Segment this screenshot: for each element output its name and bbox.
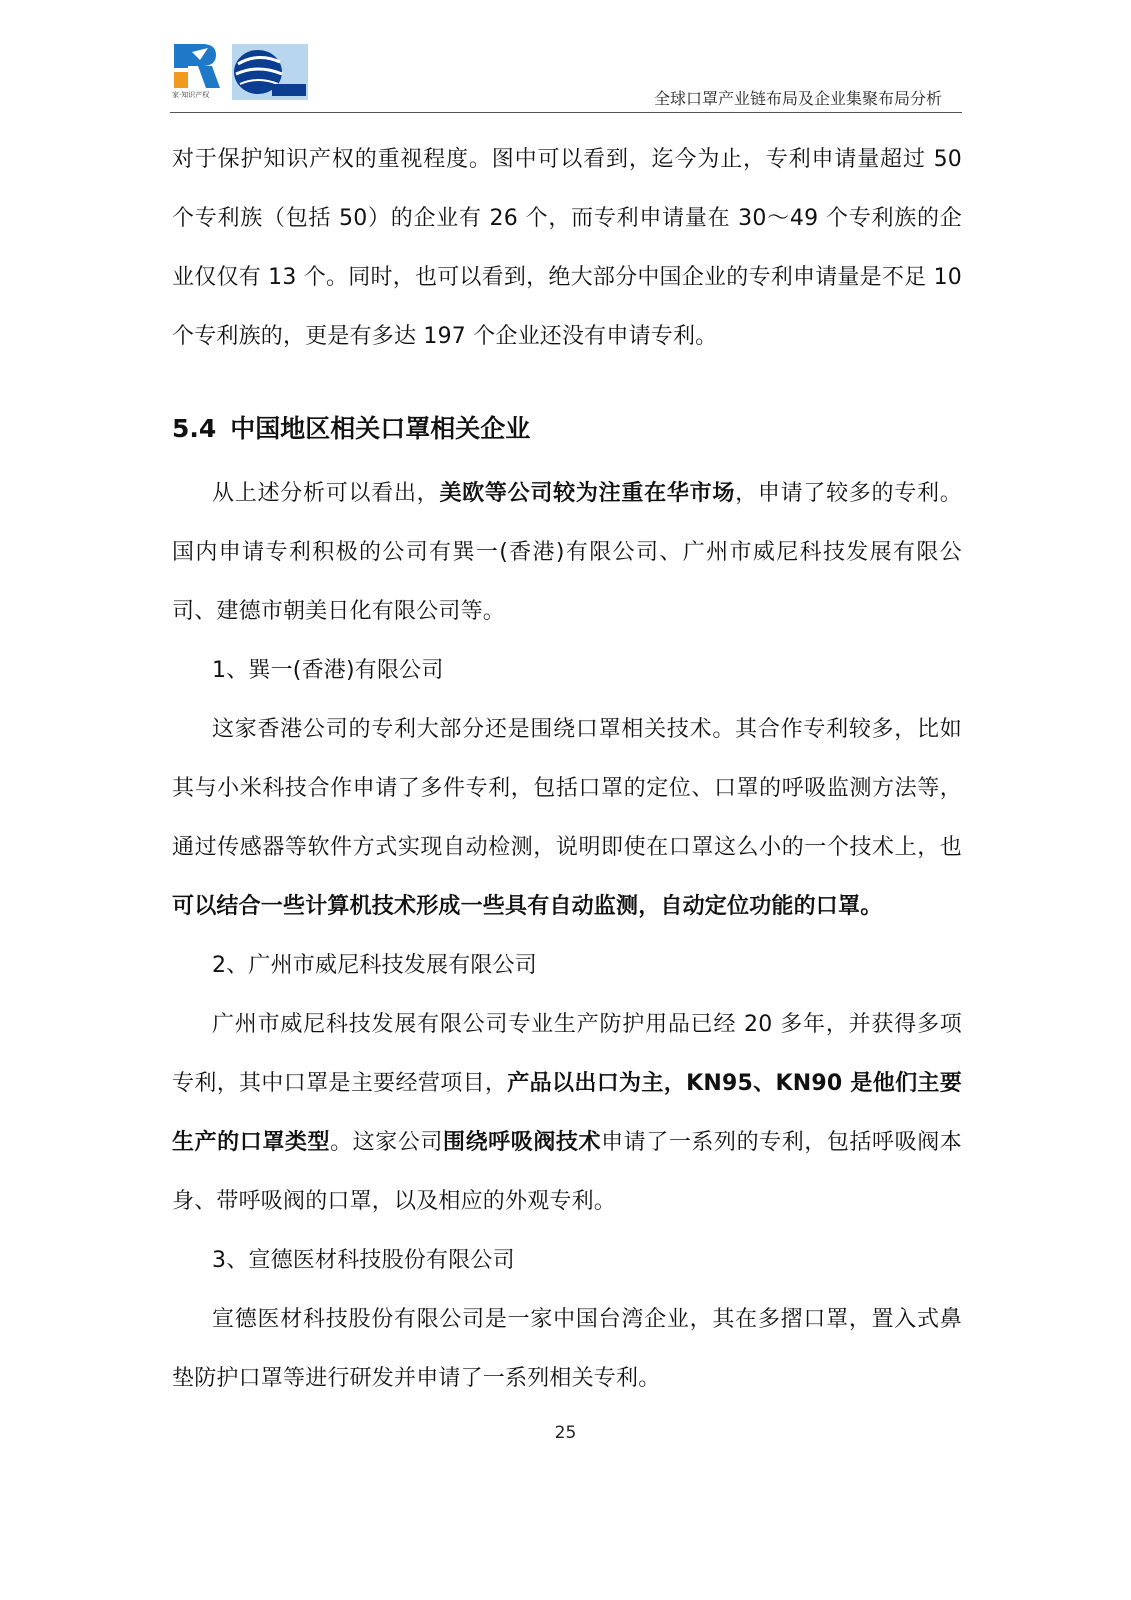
header-divider (170, 112, 962, 113)
paragraph (172, 1290, 962, 1408)
page-body (172, 130, 962, 1408)
bold-text: 美欧等公司较为注重在华市场 (439, 481, 736, 506)
section-title: 中国地区相关口罩相关企业 (230, 414, 531, 443)
company-logo-r (172, 42, 222, 104)
logo-caption: 家·知识产权 (172, 91, 210, 99)
company-logo-globe (232, 44, 308, 100)
paragraph-text: ，申请了较多的专利。国内申请专利积极的公司有巽一(香港)有限公司、广州市威尼科技发展有限公司、建德市朝美日化有限公司等。 (172, 481, 962, 624)
paragraph-text: 这家香港公司的专利大部分还是围绕口罩相关技术。其合作专利较多，比如其与小米科技合作申请了多件专利，包括口罩的定位、口罩的呼吸监测方法等，通过传感器等软件方式实现自动检测，说明即使在口罩这么小的一个技术上，也 (172, 717, 962, 860)
paragraph-text: 。这家公司 (330, 1130, 443, 1155)
bold-text: 产品以出口为主，KN95、KN90 是他们主要生产的口罩类型 (172, 1071, 962, 1155)
paragraph (172, 995, 962, 1231)
page-number: 25 (554, 1423, 577, 1443)
document-title: 全球口罩产业链布局及企业集聚布局分析 (653, 89, 942, 108)
paragraph-text: 广州市威尼科技发展有限公司专业生产防护用品已经 20 多年，并获得多项专利，其中口罩是主要经营项目， (172, 1012, 962, 1096)
paragraph (172, 700, 962, 936)
section-number: 5.4 (172, 414, 217, 443)
paragraph-text: 从上述分析可以看出， (212, 481, 440, 506)
paragraph (172, 464, 962, 641)
paragraph-text: 申请了一系列的专利，包括呼吸阀本身、带呼吸阀的口罩，以及相应的外观专利。 (172, 1130, 963, 1214)
page-header (170, 40, 962, 112)
section-heading (172, 366, 962, 464)
paragraph (172, 130, 962, 366)
list-item-title: 1、巽一(香港)有限公司 (212, 658, 444, 683)
paragraph-text: 对于保护知识产权的重视程度。图中可以看到，迄今为止，专利申请量超过 50 个专利族（包括 50）的企业有 26 个，而专利申请量在 30～49 个专利族的企业仅仅有 13 个。同时，也可以看到，绝大部分中国企业的专利申请量是不足 10 个专利族的，更是有多达 197 个企业还没有申请专利。 (172, 147, 962, 349)
list-item-title: 3、宣德医材科技股份有限公司 (212, 1248, 515, 1273)
bold-text: 可以结合一些计算机技术形成一些具有自动监测，自动定位功能的口罩。 (172, 894, 883, 919)
list-item-title: 2、广州市威尼科技发展有限公司 (212, 953, 537, 978)
bold-text: 围绕呼吸阀技术 (443, 1130, 602, 1155)
paragraph-text: 宣德医材科技股份有限公司是一家中国台湾企业，其在多摺口罩，置入式鼻垫防护口罩等进行研发并申请了一系列相关专利。 (172, 1307, 962, 1391)
